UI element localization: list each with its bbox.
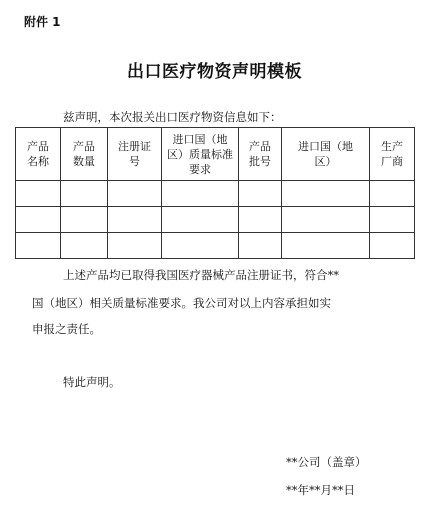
table-cell[interactable] [370,233,415,259]
declaration-table [15,127,415,259]
table-cell[interactable] [162,181,239,207]
table-cell[interactable] [282,233,370,259]
company-seal-line: **公司（盖章） [286,455,367,469]
table-row [16,207,415,233]
table-row [16,181,415,207]
table-cell[interactable] [239,181,282,207]
header-product-name: 产品名称 [16,128,61,181]
table-cell[interactable] [16,207,61,233]
table-cell[interactable] [239,207,282,233]
table-cell[interactable] [282,207,370,233]
statement-line-1: 上述产品均已取得我国医疗器械产品注册证书，符合** [63,268,339,282]
table-header-row [16,128,415,181]
table-cell[interactable] [16,181,61,207]
table-cell[interactable] [162,207,239,233]
table-cell[interactable] [370,207,415,233]
header-quality-standard: 进口国（地区）质量标准要求 [162,128,239,181]
document-title: 出口医疗物资声明模板 [127,62,302,82]
table-cell[interactable] [61,207,108,233]
header-registration-number: 注册证号 [108,128,162,181]
statement-line-2: 国（地区）相关质量标准要求。我公司对以上内容承担如实 [32,296,331,310]
header-manufacturer: 生产厂商 [370,128,415,181]
closing-text: 特此声明。 [63,375,121,389]
table-cell[interactable] [239,233,282,259]
table-cell[interactable] [16,233,61,259]
table-cell[interactable] [282,181,370,207]
header-batch-number: 产品批号 [239,128,282,181]
intro-text: 兹声明，本次报关出口医疗物资信息如下： [63,110,282,124]
table-cell[interactable] [61,181,108,207]
table-cell[interactable] [61,233,108,259]
header-import-country: 进口国（地区） [282,128,370,181]
table-cell[interactable] [162,233,239,259]
date-line: **年**月**日 [286,483,355,497]
table-cell[interactable] [108,233,162,259]
table-cell[interactable] [108,181,162,207]
header-product-quantity: 产品数量 [61,128,108,181]
statement-line-3: 申报之责任。 [32,322,101,336]
attachment-label: 附件 1 [24,15,61,29]
table-cell[interactable] [370,181,415,207]
table-cell[interactable] [108,207,162,233]
table-row [16,233,415,259]
